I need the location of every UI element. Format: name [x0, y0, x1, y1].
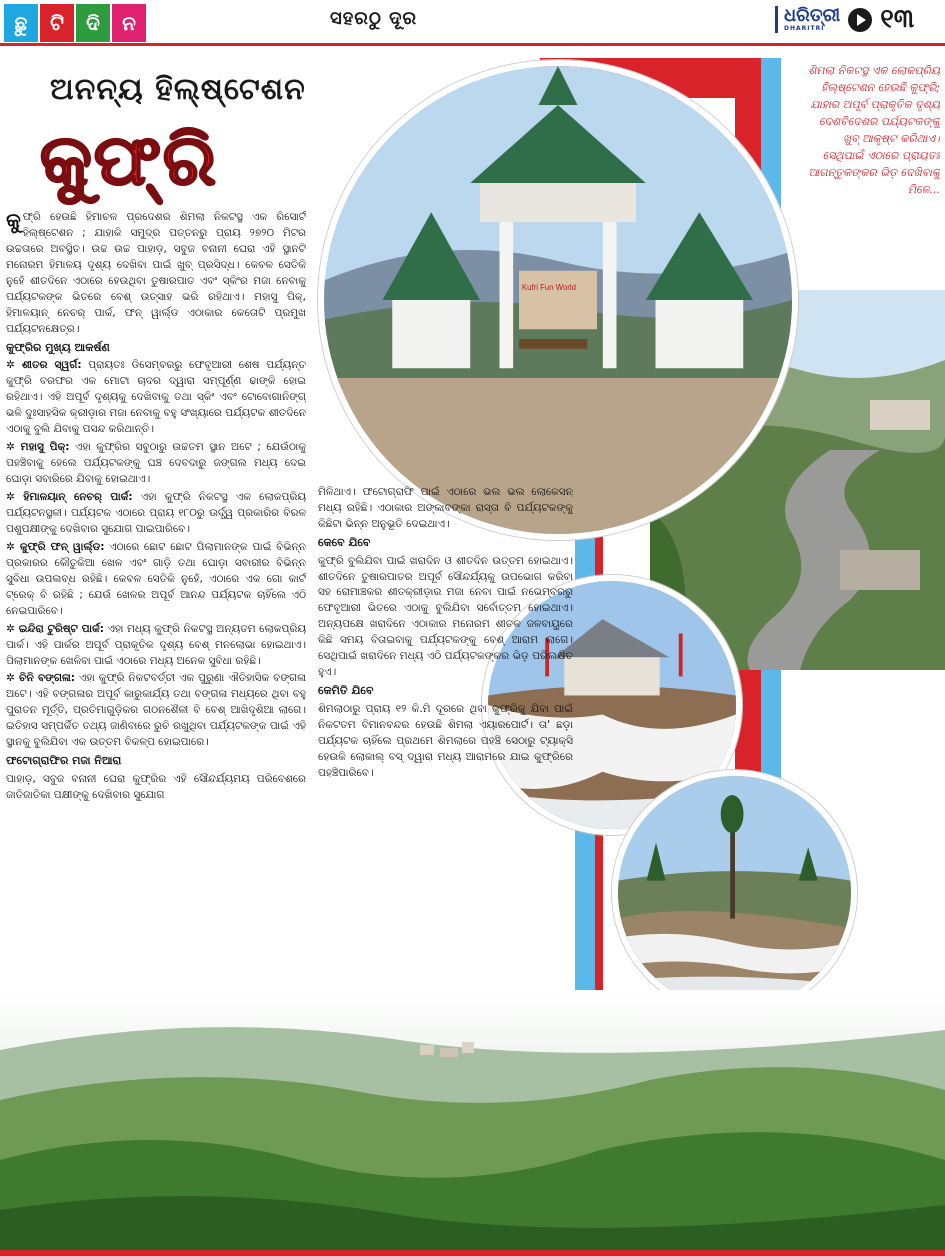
photography-continuation: ମିଳିଥାଏ। ଫଟୋଗ୍ରାଫି ପାଇଁ ଏଠାରେ ଭଲ ଭଲ ଲୋକେସନ୍ ମଧ୍ୟ ରହିଛି। ଏଠାକାର ଅଙ୍କାବଙ୍କା ରାସ୍ତା ବି ପର୍ଯ୍ୟଟକଙ୍କୁ କିଛିଟା ଭିନ୍ନ ଅନୁଭୂତି ଦେଇଥାଏ। [318, 486, 573, 530]
gate-sign-text: Kufri Fun World [521, 283, 576, 293]
when-to-go-text: କୁଫ୍‌ରି ବୁଲିଯିବା ପାଇଁ ଖରାଦିନ ଓ ଶୀତଦିନ ଉତ୍ତମ ହୋଇଥାଏ। ଶୀତଦିନେ ତୁଷାରପାତର ଅପୂର୍ବ ସୌନ୍ଦର୍ଯ୍ୟକୁ ଉପଭୋଗ କରିବା ସହ ରୋମାଞ୍ଚକର ଶୀତକ୍ରୀଡ଼ାର ମଜା ନେବା ପାଇଁ ନଭେମ୍ବରରୁ ଫେବୃଆରୀ ଭିତରେ ଏଠାକୁ ବୁଲିଯିବା ସର୍ବୋତ୍ତମ ହୋଇଥାଏ। ଅନ୍ୟପକ୍ଷେ ଖରାଦିନେ ଏଠାକାର ମନୋରମ ଶୀତଳ ଜଳବାୟୁରେ କିଛି ସମୟ ବିତାଇବାକୁ ପର୍ଯ୍ୟଟକଙ୍କୁ ବେଶ୍ ଆରାମ ଲାଗେ। ସେଥିପାଇଁ ଖରାଦିନେ ମଧ୍ୟ ଏଠି ପର୍ଯ୍ୟଟକଙ୍କର ଭିଡ଼ ପରିଲକ୍ଷିତ ହୁଏ। [318, 554, 573, 679]
attraction-text: ଏହା କୁଫ୍‌ରି ନିକଟସ୍ଥ ଏକ ଲୋକପ୍ରିୟ ପର୍ଯ୍ୟଟନସ୍ଥଳୀ। ପର୍ଯ୍ୟଟକ ଏଠାରେ ପ୍ରାୟ ୧୮୦ରୁ ଊର୍ଦ୍ଧ୍ୱ ପ୍ରକାରିର ବିରଳ ପଶୁପକ୍ଷୀଙ୍କୁ ଦେଖିବାର ସୁଯୋଗ ପାଇପାରିବେ। [6, 490, 306, 535]
attraction-text: ଏହା କୁଫ୍‌ରି ନିକଟବର୍ତ୍ତୀ ଏକ ପୁରୁଣା ଐତିହାସିକ ବଙ୍ଗଳା ଅଟେ। ଏହି ବଙ୍ଗଳାର ଅପୂର୍ବ କାରୁକାର୍ଯ୍ୟ ତଥା ବଙ୍ଗଳା ମଧ୍ୟରେ ଥିବା ବହୁ ପୁରାତନ ମୂର୍ତ୍ତି, ପ୍ରତିମାଗୁଡ଼ିକର ଗଠନଶୈଳୀ ବି ବେଶ୍ ଆଖିଦୃଶିଆ ଲାଗେ। ଇତିହାସ ସମ୍ପର୍କିତ ତଥ୍ୟ ଜାଣିବାରେ ରୁଚି ରଖୁଥିବା ପର୍ଯ୍ୟଟକଙ୍କ ପାଇଁ ଏହି ସ୍ଥାନକୁ ବୁଲିଯିବା ଏକ ଉତ୍ତମ ବିକଳ୍ପ ହୋଇପାରେ। [6, 672, 306, 749]
attraction-item [6, 671, 306, 751]
attractions-heading: କୁଫ୍‌ରିର ମୁଖ୍ୟ ଆକର୍ଷଣ [6, 340, 110, 354]
brand-tile-1: ଛୁ [4, 4, 38, 42]
attraction-item [6, 358, 306, 438]
attraction-text: ଏଠାରେ ଛୋଟ ଛୋଟ ପିଲାମାନଙ୍କ ପାଇଁ ବିଭିନ୍ନ ପ୍ରକାରର କୌତୁକିଆ ଖେଳ ଏବଂ ଗାଡ଼ି ତଥା ଘୋଡ଼ା ସବାରୀର ବିଭିନ୍ନ ସୁବିଧା ଉପଲବ୍ଧ ରହିଛି। କେବଳ ସେତିକି ନୁହେଁ, ଏଠାରେ ଏକ ଗୋ କାର୍ଟ ଟ୍ରେକ୍ ବି ରହିଛି ; ଯେଉଁ ଖେଳର ଅପୂର୍ବ ଆନନ୍ଦ ପର୍ଯ୍ୟଟକ ଚାହିଁଲେ ଏଠି ନେଇପାରିବେ। [6, 540, 306, 617]
page-header [0, 0, 945, 46]
intro-paragraph [6, 210, 306, 338]
logo-text [775, 6, 840, 32]
attraction-label: ✲ ହିମାଳୟାନ୍ ନେଚର୍ ପାର୍କ: [6, 490, 133, 503]
attraction-label: ✲ ଶୀତର ସ୍ୱର୍ଗ: [6, 359, 82, 372]
photography-heading: ଫଟୋଗ୍ରାଫିର ମଜା ନିଆରା [6, 754, 122, 768]
attraction-item [6, 440, 306, 488]
photo-forest-valley [0, 990, 945, 1256]
article-column-left [6, 210, 306, 1000]
attraction-text: ଏହା ମଧ୍ୟ କୁଫ୍‌ରି ନିକଟସ୍ଥ ଅନ୍ୟତମ ଲୋକପ୍ରିୟ ପାର୍କ। ଏହି ପାର୍କର ଅପୂର୍ବ ପ୍ରାକୃତିକ ଦୃଶ୍ୟ ବେଶ୍ ମନଲୋଭା ହୋଇଥାଏ। ପିଲାମାନଙ୍କ ଖେଳିବା ପାଇଁ ଏଠାରେ ମଧ୍ୟ ଅନେକ ସୁବିଧା ରହିଛି। [6, 622, 306, 667]
attraction-text: ଏହା କୁଫ୍‌ରିର ସବୁଠାରୁ ଉଚ୍ଚତମ ସ୍ଥାନ ଅଟେ ; ଯେଉଁଠାକୁ ପହଞ୍ଚିବାକୁ ହେଲେ ପର୍ଯ୍ୟଟକଙ୍କୁ ଘଞ୍ଚ ଦେବଦାରୁ ଜଙ୍ଗଲ ମଧ୍ୟ ଦେଇ ଘୋଡ଼ା ସବାରିରେ ଯିବାକୁ ହୋଇଥାଏ। [6, 441, 306, 486]
attraction-label: ✲ କୁଫ୍‌ରି ଫନ୍ ୱାର୍ଲ୍ଡ: [6, 540, 105, 553]
attraction-item [6, 540, 306, 620]
brand-tile-4: ନ [112, 4, 146, 42]
attraction-item [6, 622, 306, 670]
attraction-label: ✲ ମହାସୁ ପିକ୍: [6, 441, 70, 454]
photo-snow-forest [612, 770, 857, 1015]
brand-tile-2: ଟି [40, 4, 74, 42]
attraction-label: ✲ ଚିନି ବଙ୍ଗଳା: [6, 672, 75, 685]
photo-kufri-gate [318, 60, 798, 540]
newspaper-logo [775, 4, 914, 35]
how-to-go-heading: କେମିତି ଯିବେ [318, 684, 374, 698]
photography-text: ପାହାଡ଼, ସବୁଜ ବନାନୀ ଘେରା କୁଫ୍‌ରିର ଏହି ସୌନ୍ଦର୍ଯ୍ୟମୟ ପରିବେଶରେ ଜାତିଜାତିକା ପକ୍ଷୀଙ୍କୁ ଦେଖିବାର ସୁଯୋଗ [6, 772, 306, 801]
pull-quote-text: ଶିମଲା ନିକଟସ୍ଥ ଏକ ଲୋକପ୍ରିୟ ହିଲ୍‌ଷ୍ଟେଶନ ହେଉଛି କୁଫ୍‌ରି; ଯାହାର ଅପୂର୍ବ ପ୍ରାକୃତିକ ଦୃଶ୍ୟ ଦେଶବିଦେଶର ପର୍ଯ୍ୟଟକଙ୍କୁ ଖୁବ୍ ଆକୃଷ୍ଟ କରିଥାଏ। ସେଥିପାଇଁ ଏଠାରେ ପ୍ରାୟତଃ ଆଗନ୍ତୁକଙ୍କର ଭିଡ଼ ଦେଖିବାକୁ ମିଳେ... [808, 64, 940, 197]
logo-name: ଧରିତ୍ରୀ [784, 5, 841, 27]
page-number: ୧୩ [880, 4, 915, 34]
drop-cap: କୁ [6, 210, 21, 232]
play-icon [848, 8, 872, 32]
attraction-label: ✲ ଇନ୍ଦିରା ଟୁରିଷ୍ଟ ପାର୍କ: [6, 622, 104, 635]
article-kicker: ଅନନ୍ୟ ହିଲ୍‌ଷ୍ଟେଶନ [50, 72, 306, 107]
article-column-mid [318, 485, 573, 990]
attraction-text: ପ୍ରାୟତଃ ଡିସେମ୍ବରରୁ ଫେବୃଆରୀ ଶେଷ ପର୍ଯ୍ୟନ୍ତ କୁଫ୍‌ରି ବରଫର ଏକ ମୋଟା ଚାଦର ଦ୍ୱାରା ସମ୍ପୂର୍ଣ୍ଣ ଢାଙ୍କି ହୋଇ ରହିଥାଏ। ଏହି ଅପୂର୍ବ ଦୃଶ୍ୟକୁ ଦେଖିବାକୁ ତଥା ସ୍କିଂ ଏବଂ ଟୋବୋଗାନିଙ୍ଗ୍ ଭଳି ଦୁଃସାହସିକ କ୍ରୀଡ଼ାର ମଜା ନେବାକୁ ବହୁ ସଂଖ୍ୟାରେ ପର୍ଯ୍ୟଟକ ଶୀତଦିନେ ଏଠାକୁ ବୁଲି ଯିବାକୁ ପସନ୍ଦ କରିଥାନ୍ତି। [6, 359, 306, 436]
brand-tile-3: ଦି [76, 4, 110, 42]
attraction-item [6, 490, 306, 538]
how-to-go-text: ଶିମଲାଠାରୁ ପ୍ରାୟ ୧୨ କି.ମି ଦୂରରେ ଥିବା କୁଫ୍‌ରିକୁ ଯିବା ପାଇଁ ନିକଟତମ ବିମାନବନ୍ଦର ହେଉଛି ଶିମଲା ଏୟାରପୋର୍ଟ। ତା' ଛଡ଼ା ପର୍ଯ୍ୟଟକ ଚାହିଁଲେ ପ୍ରଥମେ ଶିମଲାରେ ପହଞ୍ଚି ସେଠାରୁ ଟ୍ୟାକ୍ସି ହେଉକି ଲୋକାଲ୍ ବସ୍ ଦ୍ୱାରା ମଧ୍ୟ ଆରାମରେ ଯାଇ କୁଫ୍‌ରିରେ ପହଞ୍ଚିପାରିବେ। [318, 702, 573, 779]
when-to-go-heading: କେବେ ଯିବେ [318, 535, 371, 549]
article-headline: କୁଫ୍‌ରି [40, 118, 218, 201]
section-title: ସହରଠୁ ଦୂର [330, 8, 418, 29]
pull-quote [800, 62, 940, 292]
bottom-border [0, 1250, 945, 1256]
section-brand [4, 4, 146, 42]
logo-sub: DHARITRI [784, 25, 825, 33]
intro-text: ଫ୍‌ରି ହେଉଛି ହିମାଚଳ ପ୍ରଦେଶର ଶିମଲା ନିକଟସ୍ଥ ଏକ ରିସୋର୍ଟ ହିଲ୍‌ଷ୍ଟେଶନ ; ଯାହାକି ସମୁଦ୍ର ପତ୍ତନରୁ ପ୍ରାୟ ୨୭୨୦ ମିଟର ଉଚ୍ଚତାରେ ଅବସ୍ଥିତ। ଉଚ୍ଚ ଉଚ୍ଚ ପାହାଡ଼, ସବୁଜ ବନାନୀ ଘେରା ଏହି ସ୍ଥାନଟି ମନୋରମ ହିମାଳୟ ଦୃଶ୍ୟ ଦେଖିବା ପାଇଁ ଖୁବ୍ ପ୍ରସିଦ୍ଧ। କେବଳ ସେତିକି ନୁହେଁ ଶୀତଦିନେ ଏଠାରେ ହେଉଥିବା ତୁଷାରପାତ ଏବଂ ସ୍କିଂର ମଜା ନେବାକୁ ପର୍ଯ୍ୟଟକଙ୍କ ଭିତରେ ବେଶ୍ ଉତ୍ସାହ ଭରି ରହିଥାଏ। ମହାସୁ ପିକ୍, ହିମାଳୟାନ୍ ନେଚର୍ ପାର୍କ, ଫନ୍ ୱାର୍ଲ୍ଡ ଏଠାକାର କେତୋଟି ପ୍ରମୁଖ ପର୍ଯ୍ୟଟନକ୍ଷେତ୍ର। [6, 211, 306, 335]
